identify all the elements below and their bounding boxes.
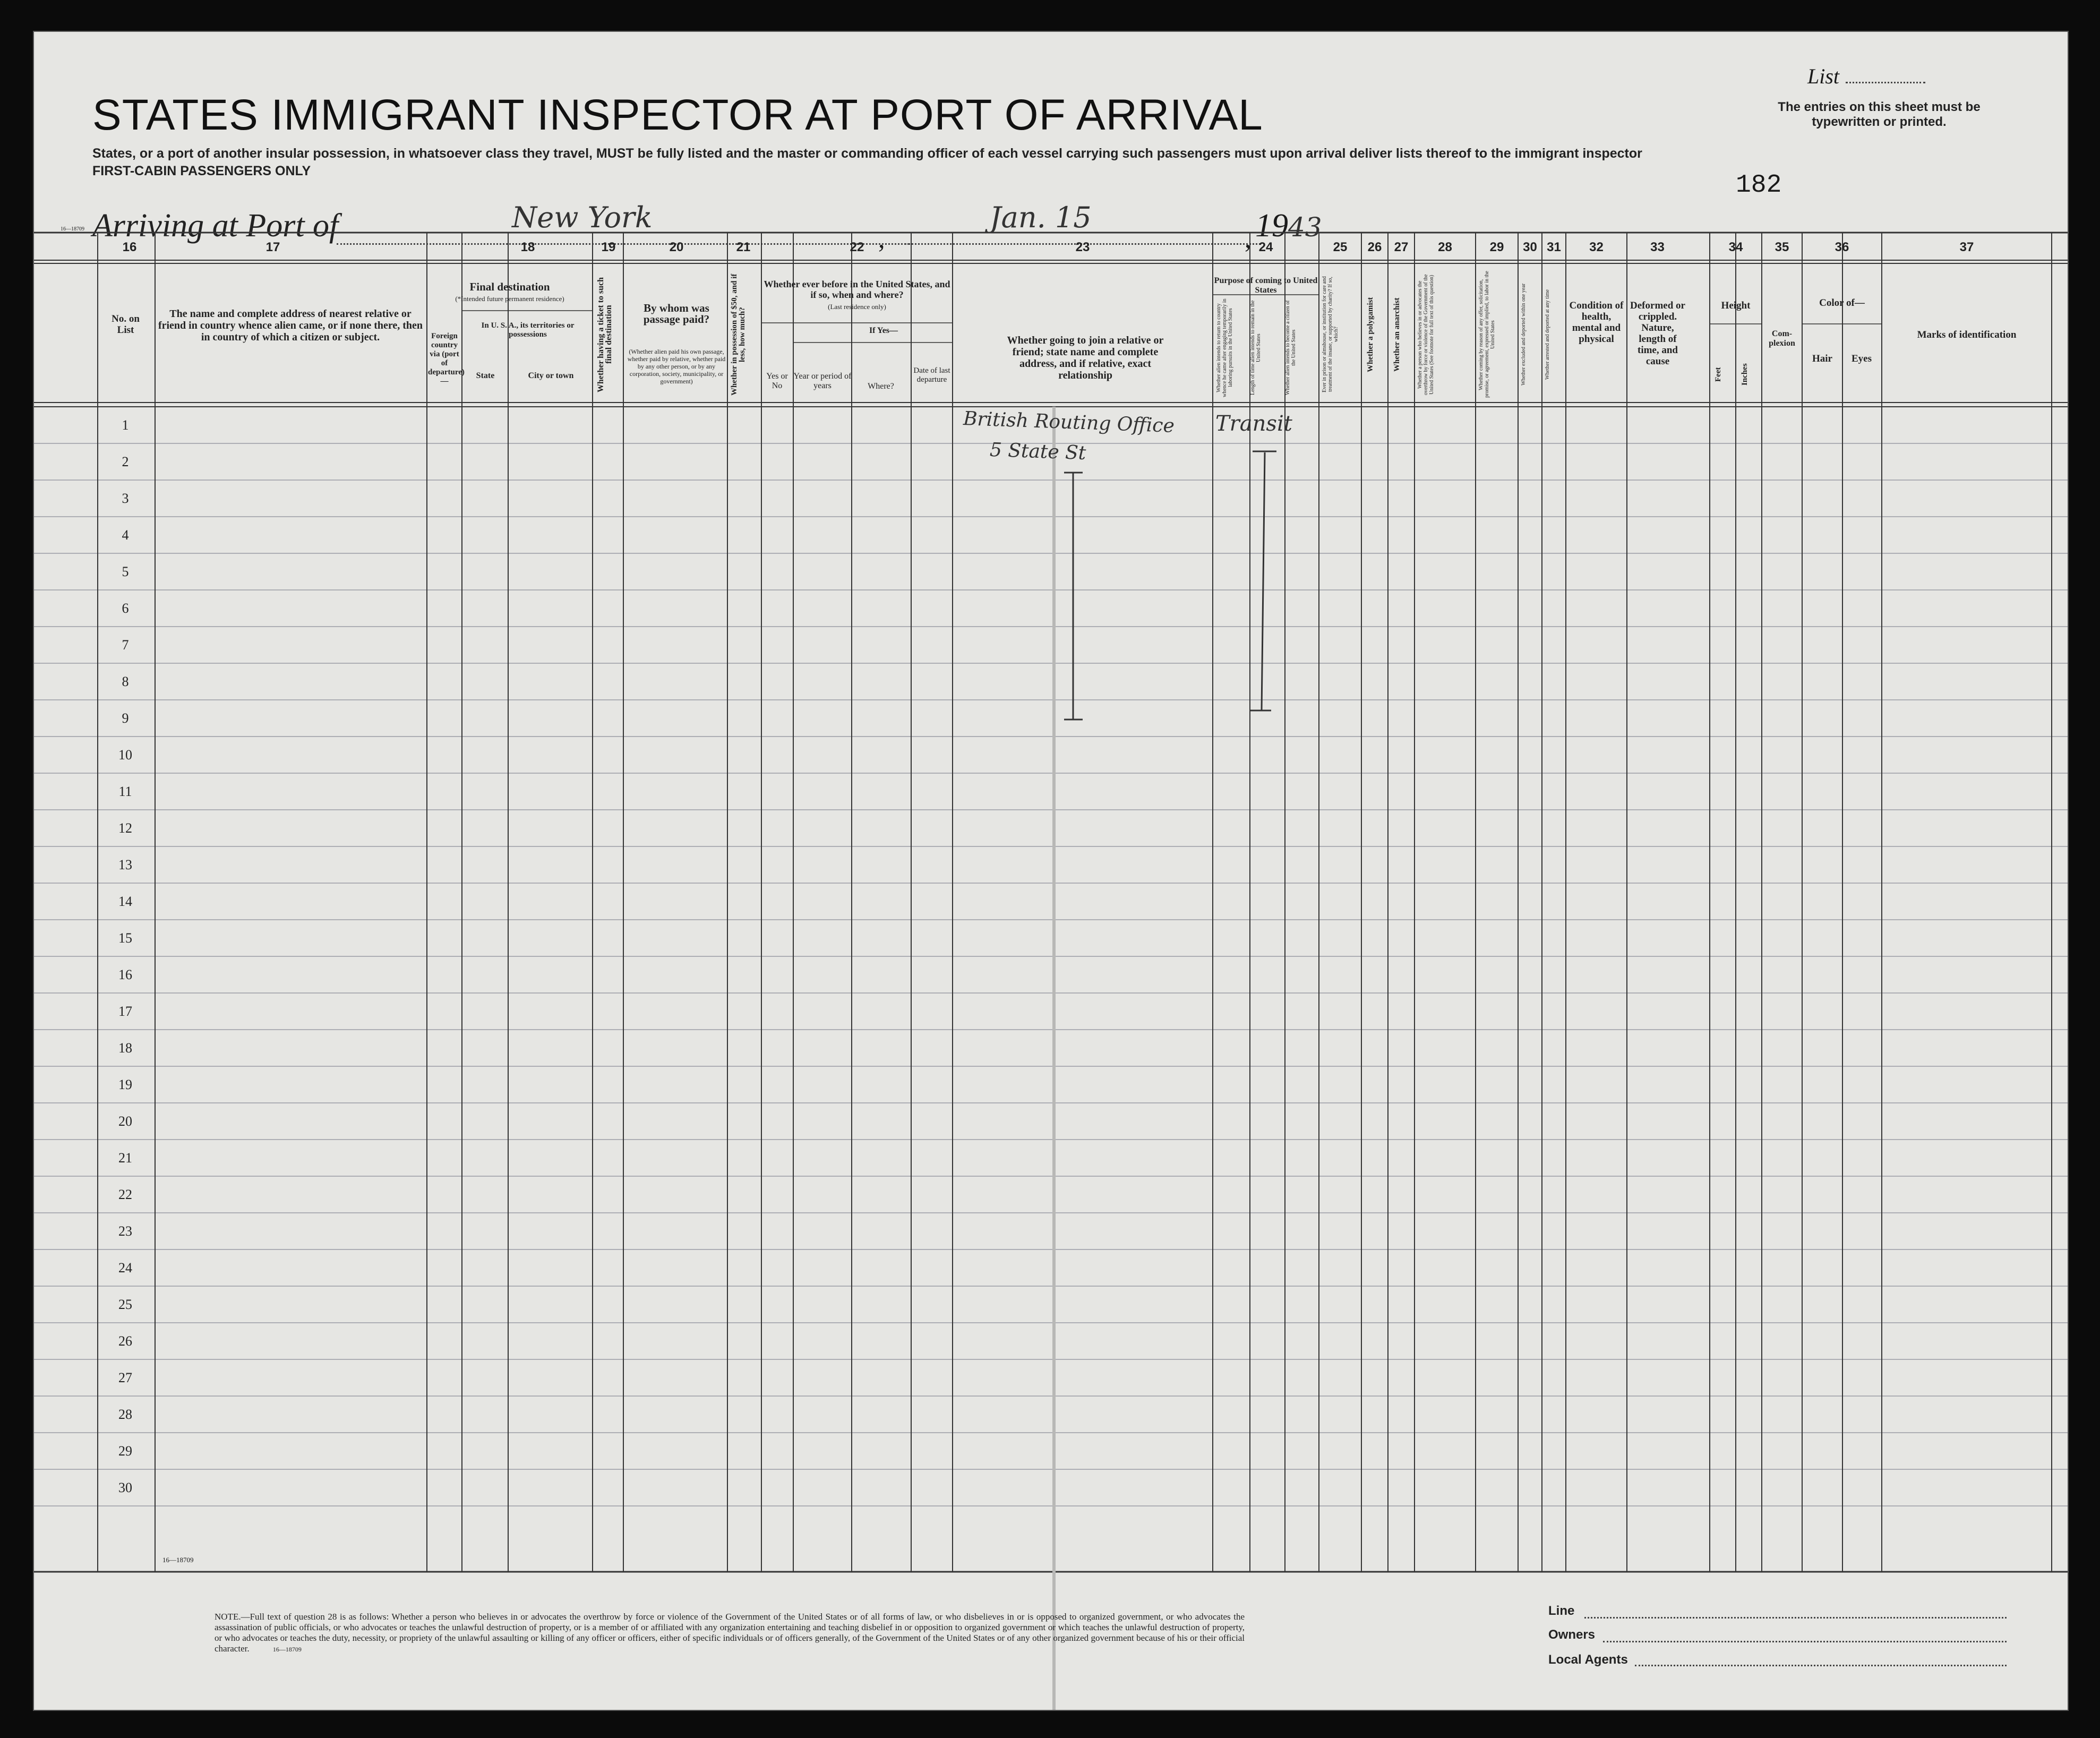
header-complexion: Com-plexion — [1769, 329, 1795, 348]
row-number: 2 — [122, 454, 129, 469]
col-num-25: 25 — [1333, 240, 1348, 254]
row-number: 13 — [118, 857, 132, 872]
header-passage-paid-note: (Whether alien paid his own passage, whether paid by relative, whether paid by any other person, or by any corporation, society, municipality, or government) — [627, 348, 726, 385]
header-excluded: Whether excluded and deported within one year — [1521, 283, 1527, 386]
row-number: 16 — [118, 967, 132, 982]
header-purpose: Purpose of coming to United States — [1214, 276, 1318, 295]
agents-field — [1635, 1665, 2007, 1666]
footnote-text: NOTE.—Full text of question 28 is as follows: Whether a person who believes in or advocates the overthrow by force or violence of the Government of the United States or of all forms of law, or who disbelieves in or is opposed to organized government, or who advocates the assassination of public officials, or who advocates or teaches the unlawful destruction of property, or is a member of or affiliated with any organization entertaining and teaching disbelief in or opposition to organized government or which teaches the unlawful destruction of property, or who advocates or teaches the duty, necessity, or propriety of the unlawful assaulting or killing of any officer or officers, either of specific individuals or of officers generally, of the Government of the United States or of any other organized government because of his or their official character. — [215, 1612, 1245, 1654]
header-in-usa: In U. S. A., its territories or possessions — [481, 321, 575, 339]
row-number: 30 — [118, 1480, 132, 1495]
header-height: Height — [1721, 300, 1751, 311]
page-subtitle: States, or a port of another insular possession, in whatsoever class they travel, MUST be fully listed and the master or commanding officer of each vessel carrying such passengers must upon arrival deliver lists thereof to the immigrant inspector — [92, 146, 1642, 161]
row-number: 12 — [118, 820, 132, 836]
row-number: 26 — [118, 1333, 132, 1349]
header-ever-before: Whether ever before in the United States, and if so, when and where? — [764, 279, 950, 300]
row-number: 7 — [122, 637, 129, 653]
col-num-34: 34 — [1728, 240, 1743, 254]
col-num-28: 28 — [1438, 240, 1452, 254]
col-num-18: 18 — [520, 240, 535, 254]
row-number: 15 — [118, 930, 132, 946]
table-form-number: 16—18709 — [162, 1556, 194, 1564]
header-where: Where? — [868, 382, 894, 391]
header-no-on-list: No. on List — [112, 313, 140, 336]
row-number: 19 — [118, 1077, 132, 1092]
col-num-17: 17 — [265, 240, 280, 254]
header-ticket: Whether having a ticket to such final destination — [596, 277, 613, 392]
col-num-31: 31 — [1547, 240, 1561, 254]
port-value: New York — [512, 201, 653, 234]
row-number: 9 — [122, 710, 129, 726]
typewritten-instructions: The entries on this sheet must be typewritten or printed. — [1778, 100, 1981, 129]
line-field — [1584, 1617, 2007, 1619]
row-number: 23 — [118, 1223, 132, 1239]
col-num-33: 33 — [1650, 240, 1665, 254]
row-number: 1 — [122, 417, 129, 433]
header-color-of: Color of— — [1819, 297, 1865, 309]
col-num-36: 36 — [1835, 240, 1849, 254]
footnote-question-28 — [215, 1612, 1245, 1655]
arriving-label: Arriving at Port of — [92, 208, 339, 244]
row-number: 27 — [118, 1370, 132, 1385]
col-num-20: 20 — [669, 240, 684, 254]
header-passage-paid: By whom was passage paid? — [643, 302, 710, 326]
sheet-number: 182 — [1736, 171, 1782, 200]
manifest-sheet: List The entries on this sheet must be typewritten or printed. STATES IMMIGRANT INSPECTOR AT PORT OF ARRIVAL States, or a port of another insular possession, in whatsoever class they travel, MUST be fully listed and the master or commanding officer of each vessel carrying such passengers must upon arrival deliver lists thereof to the immigrant inspector FIRST-CABIN PASSENGERS ONLY Arriving at Port of New York , Jan. 15 , 1943 182 16 17 18 19 20 21 22 23 24 25 26 27 28 29 30 31 32 33 34 35 36 37 No. on List The name and complete address of nearest relative or friend in country whence alien came, or if none there, then in country of which a citizen or subject. Final destination (*Intended future permanent residence) Foreign country via (port of departure)— In U. S. A., its territories or possessions State City or town Whether having a ticket to such final destination By whom was passage paid? (Whether alien paid his own passage, whether paid by relative, whether paid by any other person, or by any corporation, society, municipality, or government) Whether in possession of $50, and if less, how much? Whether ever before in the United States, and if so, when and where? (Last residence only) If Yes— Yes or No Year or period of years Where? Date of last departure Whether going to join a relative or friend; state name and complete address, and if relative, exact relationship Purpose of coming to United States Whether alien intends to return to country whence he came after engaging temporarily in laboring pursuits in the United States Length of time alien intends to remain in the United States Whether alien intends to become a citizen of the United States Ever in prison or almshouse, or institution for care and treatment of the insane, or supported by charity? If so, which? Whether a polygamist Whether an anarchist Whether a person who believes in or advocates the overthrow by force or violence of the Government of the United States (See footnote for full text of this question) Whether coming by reason of any offer, solicitation, promise, or agreement, expressed or implied, to labor in the United States Whether excluded and deported within one year Whether arrested and deported at any time Condition of health, mental and physical Deformed or crippled. Nature, length of time, and cause Height Feet Inches Com-plexion Color of— Hair Eyes Marks of identification 1 2 3 4 5 6 7 8 9 10 11 12 13 14 15 16 17 18 19 20 21 22 23 24 25 26 27 28 29 30 British Routing Office 5 State St Transit 16—18709 16—18709 NOTE.—Full text of question 28 is as follows: Whether a person who believes in or advocates the overthrow by force or violence of the Government of the United States or of all forms of law, or who disbelieves in or is opposed to organized government, or who advocates the assassination of public officials, or who advocates or teaches the unlawful destruction of property, or is a member of or affiliated with any organization entertaining and teaching disbelief in or opposition to organized government or which teaches the unlawful destruction of property, or who advocates or teaches the duty, necessity, or propriety of the unlawful assaulting or killing of any officer or officers, either of specific individuals or of officers generally, of the Government of the United States or of any other organized government because of his or their official character. 16—18709 Line Owners Local Agents — [33, 31, 2069, 1711]
row-number: 22 — [118, 1187, 132, 1202]
row1-relative-entry: British Routing Office — [963, 408, 1175, 437]
header-foreign-country: Foreign country via (port of departure)— — [428, 332, 465, 386]
year-prefix: 19 — [1255, 208, 1288, 244]
header-state: State — [476, 371, 495, 380]
header-polygamist: Whether a polygamist — [1366, 297, 1375, 372]
header-if-yes: If Yes— — [869, 326, 898, 335]
header-health: Condition of health, mental and physical — [1569, 300, 1624, 345]
row1-relative-address: 5 State St — [989, 439, 1086, 465]
header-ever-before-note: (Last residence only) — [828, 303, 886, 311]
row-number: 6 — [122, 601, 129, 616]
header-feet: Feet — [1714, 367, 1722, 382]
header-nearest-relative: The name and complete address of nearest relative or friend in country whence alien came, or if none there, then in country of which a citizen or subject. — [158, 308, 423, 343]
owners-field — [1603, 1641, 2007, 1642]
header-city: City or town — [528, 371, 574, 380]
header-overthrow: Whether a person who believes in or advocates the overthrow by force or violence of the Government of the United States (See footnote for full text of this question) — [1417, 274, 1435, 395]
header-inches: Inches — [1741, 363, 1749, 386]
header-date-departure: Date of last departure — [913, 366, 950, 384]
col-num-23: 23 — [1075, 240, 1090, 254]
owners-label: Owners — [1548, 1628, 1596, 1642]
header-final-destination: Final destination — [469, 280, 550, 293]
page-title: STATES IMMIGRANT INSPECTOR AT PORT OF ARRIVAL — [92, 91, 1263, 139]
col-num-29: 29 — [1489, 240, 1504, 254]
col-num-30: 30 — [1523, 240, 1537, 254]
agents-label: Local Agents — [1548, 1653, 1628, 1667]
col-num-21: 21 — [736, 240, 751, 254]
header-arrested: Whether arrested and deported at any time — [1545, 289, 1550, 380]
row1-purpose-entry: Transit — [1215, 412, 1292, 436]
col-num-26: 26 — [1367, 240, 1382, 254]
col-num-35: 35 — [1775, 240, 1789, 254]
row-number: 28 — [118, 1407, 132, 1422]
row-number: 3 — [122, 491, 129, 506]
header-deformed: Deformed or crippled. Nature, length of time, and cause — [1630, 300, 1685, 367]
header-hair: Hair — [1812, 353, 1832, 364]
row-number: 21 — [118, 1150, 132, 1166]
col-num-24: 24 — [1258, 240, 1273, 254]
col-num-32: 32 — [1589, 240, 1604, 254]
header-purpose-length: Length of time alien intends to remain in the United States — [1250, 300, 1262, 396]
row-number: 20 — [118, 1114, 132, 1129]
row-number: 8 — [122, 674, 129, 689]
col-num-22: 22 — [850, 240, 864, 254]
row-number: 11 — [118, 784, 132, 799]
top-form-number: 16—18709 — [61, 226, 84, 232]
header-yes-no: Yes or No — [766, 372, 788, 390]
row-number: 17 — [118, 1004, 132, 1019]
header-eyes: Eyes — [1852, 353, 1872, 364]
row-number: 5 — [122, 564, 129, 579]
date-value: Jan. 15 — [990, 201, 1092, 234]
list-label: List — [1807, 64, 1840, 88]
col-num-37: 37 — [1959, 240, 1974, 254]
class-note: FIRST-CABIN PASSENGERS ONLY — [92, 164, 311, 178]
header-offer-labor: Whether coming by reason of any offer, solicitation, promise, or agreement, expressed or implied, to labor in the United States — [1478, 271, 1496, 398]
header-possession-50: Whether in possession of $50, and if less, how much? — [730, 273, 747, 396]
row-number: 18 — [118, 1040, 132, 1056]
col-num-19: 19 — [601, 240, 616, 254]
row-number: 25 — [118, 1297, 132, 1312]
header-prison: Ever in prison or almshouse, or institution for care and treatment of the insane, or supported by charity? If so, which? — [1322, 276, 1339, 393]
header-year-period: Year or period of years — [793, 372, 852, 390]
line-label: Line — [1548, 1604, 1575, 1618]
row-number: 4 — [122, 527, 129, 543]
manifest-grid — [34, 32, 2068, 1710]
row-number: 29 — [118, 1443, 132, 1459]
header-going-to-join: Whether going to join a relative or friend; state name and complete address, and if relative, exact relationship — [1007, 335, 1164, 381]
header-purpose-citizen: Whether alien intends to become a citizen of the United States — [1285, 300, 1297, 396]
footnote-form-number: 16—18709 — [272, 1646, 302, 1653]
header-marks-identification: Marks of identification — [1917, 329, 2017, 340]
row-number: 24 — [118, 1260, 132, 1275]
header-final-destination-note: (*Intended future permanent residence) — [455, 295, 564, 303]
col-num-16: 16 — [122, 240, 137, 254]
header-anarchist: Whether an anarchist — [1393, 297, 1401, 372]
row-number: 10 — [118, 747, 132, 763]
col-num-27: 27 — [1394, 240, 1409, 254]
row-number: 14 — [118, 894, 132, 909]
year-suffix: 43 — [1288, 212, 1322, 243]
header-purpose-return: Whether alien intends to return to country whence he came after engaging temporarily in laboring pursuits in the United States — [1216, 298, 1233, 397]
